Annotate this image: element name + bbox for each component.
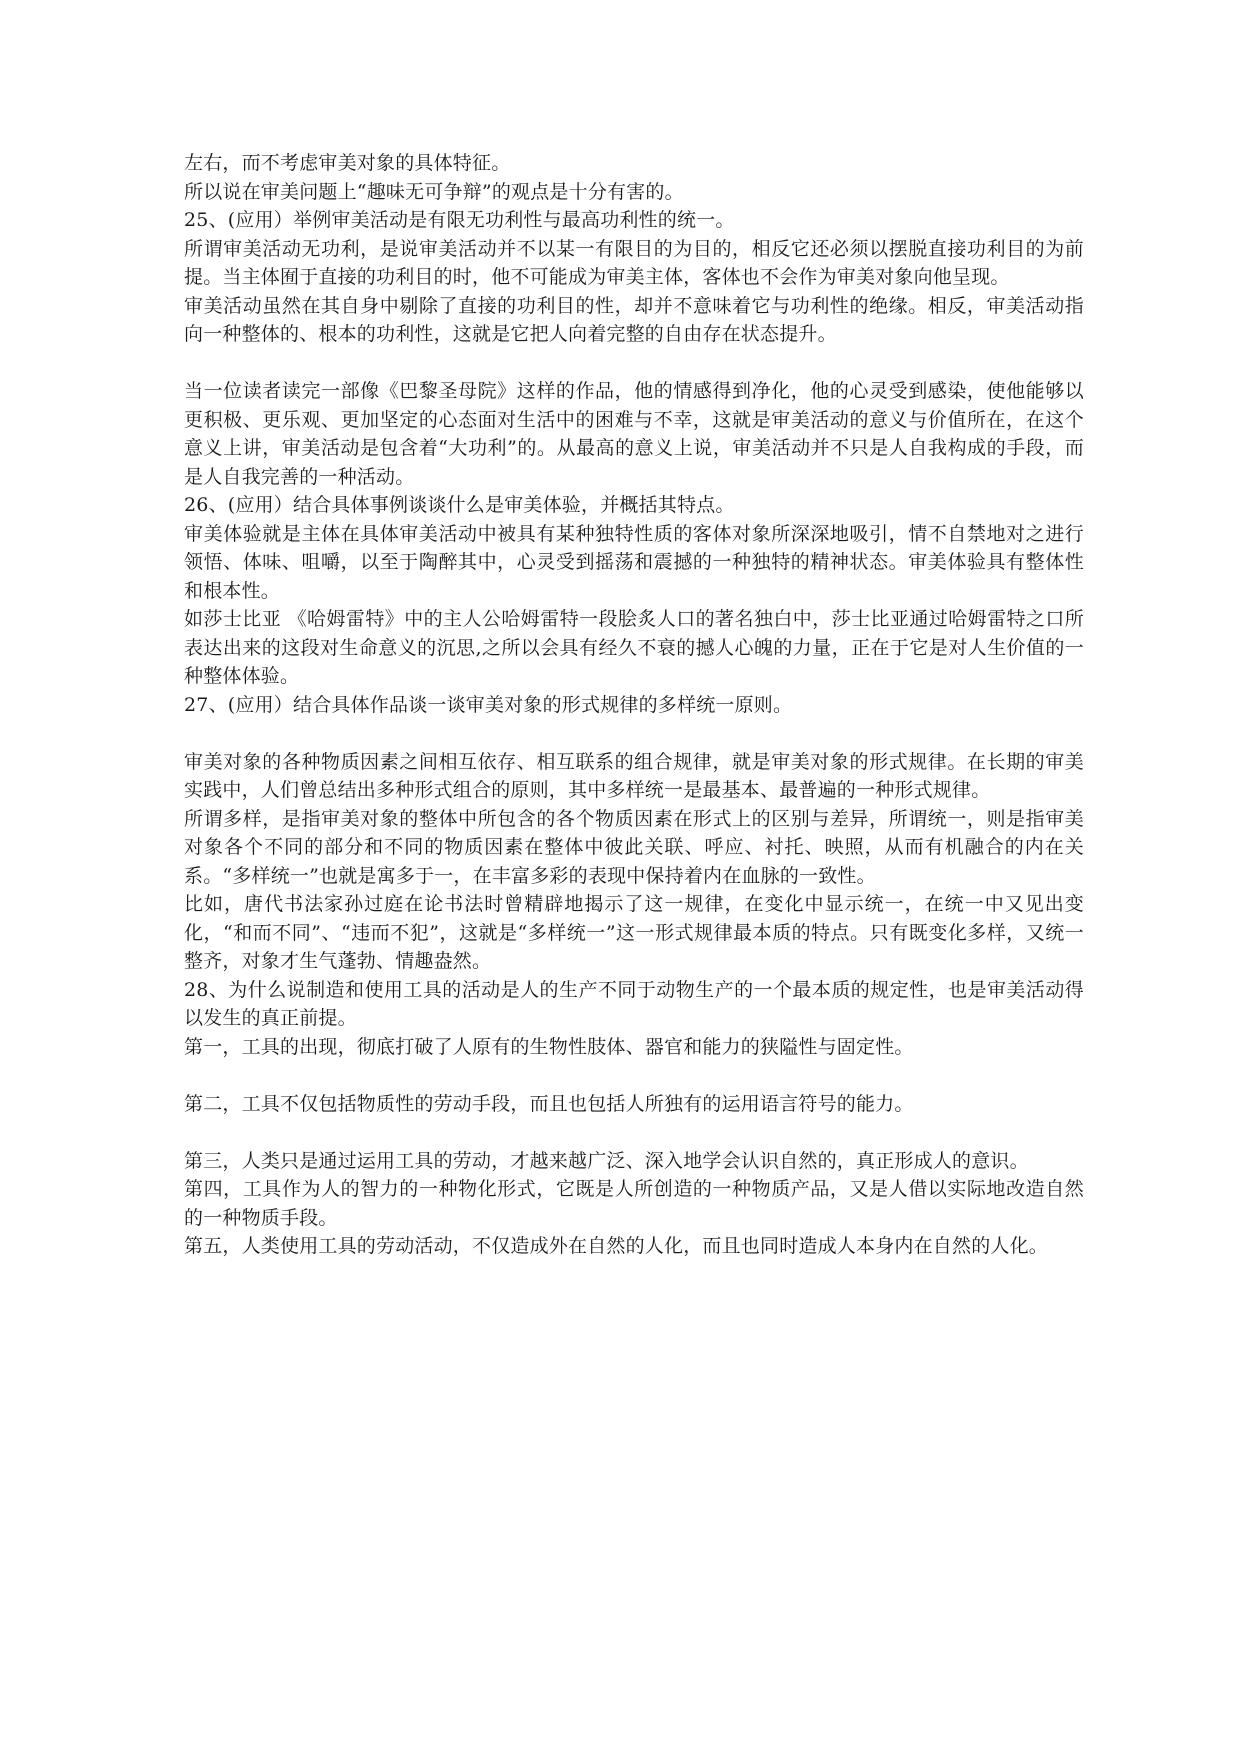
document-body [184, 149, 1084, 1261]
paragraph: 第五，人类使用工具的劳动活动，不仅造成外在自然的人化，而且也同时造成人本身内在自然的人化。 [184, 1235, 1049, 1257]
blank-line [184, 719, 1084, 748]
paragraph: 审美活动虽然在其自身中剔除了直接的功利目的性，却并不意味着它与功利性的绝缘。相反，审美活动指向一种整体的、根本的功利性，这就是它把人向着完整的自由存在状态提升。 [184, 294, 1084, 345]
paragraph: 左右，而不考虑审美对象的具体特征。 [184, 152, 511, 174]
paragraph: 所谓审美活动无功利，是说审美活动并不以某一有限目的为目的，相反它还必须以摆脱直接功利目的为前提。当主体囿于直接的功利目的时，他不可能成为审美主体，客体也不会作为审美对象向他呈现。 [184, 237, 1084, 288]
paragraph: 第一，工具的出现，彻底打破了人原有的生物性肢体、器官和能力的狭隘性与固定性。 [184, 1035, 914, 1058]
paragraph: 当一位读者读完一部像《巴黎圣母院》这样的作品，他的情感得到净化，他的心灵受到感染，使他能够以更积极、更乐观、更加坚定的心态面对生活中的困难与不幸，这就是审美活动的意义与价值所在，在这个意义上讲，审美活动是包含着“大功利”的。从最高的意义上说，审美活动并不只是人自我构成的手段，而是人自我完善的一种活动。 [184, 380, 1084, 488]
paragraph: 比如，唐代书法家孙过庭在论书法时曾精辟地揭示了这一规律，在变化中显示统一，在统一中又见出变化，“和而不同”、“违而不犯”，这就是“多样统一”这一形式规律最本质的特点。只有既变化多样，又统一整齐，对象才生气蓬勃、情趣盎然。 [184, 893, 1084, 972]
paragraph: 第四，工具作为人的智力的一种物化形式，它既是人所创造的一种物质产品，又是人借以实际地改造自然的一种物质手段。 [184, 1178, 1084, 1229]
paragraph: 第三，人类只是通过运用工具的劳动，才越来越广泛、深入地学会认识自然的，真正形成人的意识。 [184, 1149, 1029, 1172]
paragraph: 所谓多样，是指审美对象的整体中所包含的各个物质因素在形式上的区别与差异，所谓统一，则是指审美对象各个不同的部分和不同的物质因素在整体中彼此关联、呼应、衬托、映照，从而有机融合的内在关系。“多样统一”也就是寓多于一，在丰富多彩的表现中保持着内在血脉的一致性。 [184, 807, 1084, 887]
question-heading-26: 26、(应用）结合具体事例谈谈什么是审美体验，并概括其特点。 [184, 494, 735, 516]
question-heading-27: 27、(应用）结合具体作品谈一谈审美对象的形式规律的多样统一原则。 [184, 693, 793, 716]
paragraph: 审美对象的各种物质因素之间相互依存、相互联系的组合规律，就是审美对象的形式规律。在长期的审美实践中，人们曾总结出多种形式组合的原则，其中多样统一是最基本、最普遍的一种形式规律。 [184, 750, 1084, 801]
paragraph: 审美体验就是主体在具体审美活动中被具有某种独特性质的客体对象所深深地吸引，情不自禁地对之进行领悟、体味、咀嚼，以至于陶醉其中，心灵受到摇荡和震撼的一种独特的精神状态。审美体验具有整体性和根本性。 [184, 522, 1084, 602]
question-heading-25: 25、(应用）举例审美活动是有限无功利性与最高功利性的统一。 [184, 209, 735, 231]
question-heading-28: 28、为什么说制造和使用工具的活动是人的生产不同于动物生产的一个最本质的规定性，也是审美活动得以发生的真正前提。 [184, 978, 1084, 1029]
blank-line [184, 1061, 1084, 1090]
blank-line [184, 349, 1084, 378]
paragraph: 如莎士比亚 《哈姆雷特》中的主人公哈姆雷特一段脍炙人口的著名独白中，莎士比亚通过哈姆雷特之口所表达出来的这段对生命意义的沉思,之所以会具有经久不衰的撼人心魄的力量，正在于它是对人生价值的一种整体体验。 [184, 608, 1084, 687]
paragraph: 所以说在审美问题上“趣味无可争辩”的观点是十分有害的。 [184, 180, 684, 203]
paragraph: 第二，工具不仅包括物质性的劳动手段，而且也包括人所独有的运用语言符号的能力。 [184, 1092, 914, 1115]
blank-line [184, 1118, 1084, 1147]
